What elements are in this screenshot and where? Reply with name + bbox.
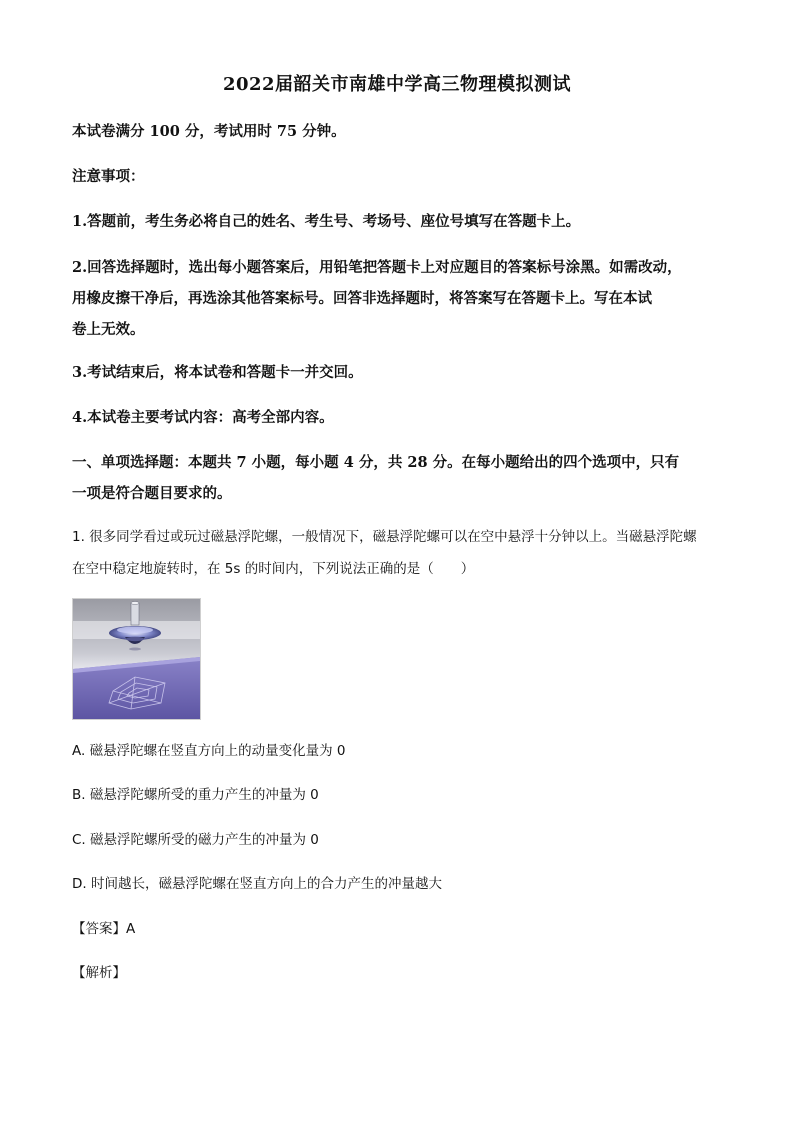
option-b: B. 磁悬浮陀螺所受的重力产生的冲量为 0 <box>72 787 319 803</box>
notice-1: 1.答题前，考生务必将自己的姓名、考生号、考场号、座位号填写在答题卡上。 <box>72 213 581 230</box>
option-a: A. 磁悬浮陀螺在竖直方向上的动量变化量为 0 <box>72 743 346 759</box>
maglev-spinning-top-photo <box>72 598 201 720</box>
section-heading-line-2: 一项是符合题目要求的。 <box>72 485 232 502</box>
notice-3: 3.考试结束后，将本试卷和答题卡一并交回。 <box>72 364 363 381</box>
section-heading-line-1: 一、单项选择题：本题共 7 小题，每小题 4 分，共 28 分。在每小题给出的四个选项中，只有 <box>72 454 680 471</box>
answer-label: 【答案】A <box>72 921 136 937</box>
notice-2-line-2: 用橡皮擦干净后，再选涂其他答案标号。回答非选择题时，将答案写在答题卡上。写在本试 <box>72 290 652 307</box>
analysis-label: 【解析】 <box>72 965 126 981</box>
option-c: C. 磁悬浮陀螺所受的磁力产生的冲量为 0 <box>72 832 319 848</box>
notice-4: 4.本试卷主要考试内容：高考全部内容。 <box>72 409 334 426</box>
question-1-line-1: 1. 很多同学看过或玩过磁悬浮陀螺，一般情况下，磁悬浮陀螺可以在空中悬浮十分钟以上。当磁悬浮陀螺 <box>72 529 697 545</box>
notice-heading: 注意事项： <box>72 168 145 185</box>
notice-2-line-3: 卷上无效。 <box>72 321 145 338</box>
question-1-stem <box>72 522 732 584</box>
page-title: 2022届韶关市南雄中学高三物理模拟测试 <box>222 74 572 95</box>
notice-2 <box>72 254 722 343</box>
notice-2-line-1: 2.回答选择题时，选出每小题答案后，用铅笔把答题卡上对应题目的答案标号涂黑。如需改动， <box>72 259 682 276</box>
option-d: D. 时间越长，磁悬浮陀螺在竖直方向上的合力产生的冲量越大 <box>72 876 442 892</box>
intro-text: 本试卷满分 100 分，考试用时 75 分钟。 <box>72 123 346 140</box>
question-1-line-2: 在空中稳定地旋转时，在 5s 的时间内，下列说法正确的是（ ） <box>72 561 475 577</box>
section-heading <box>72 449 722 507</box>
